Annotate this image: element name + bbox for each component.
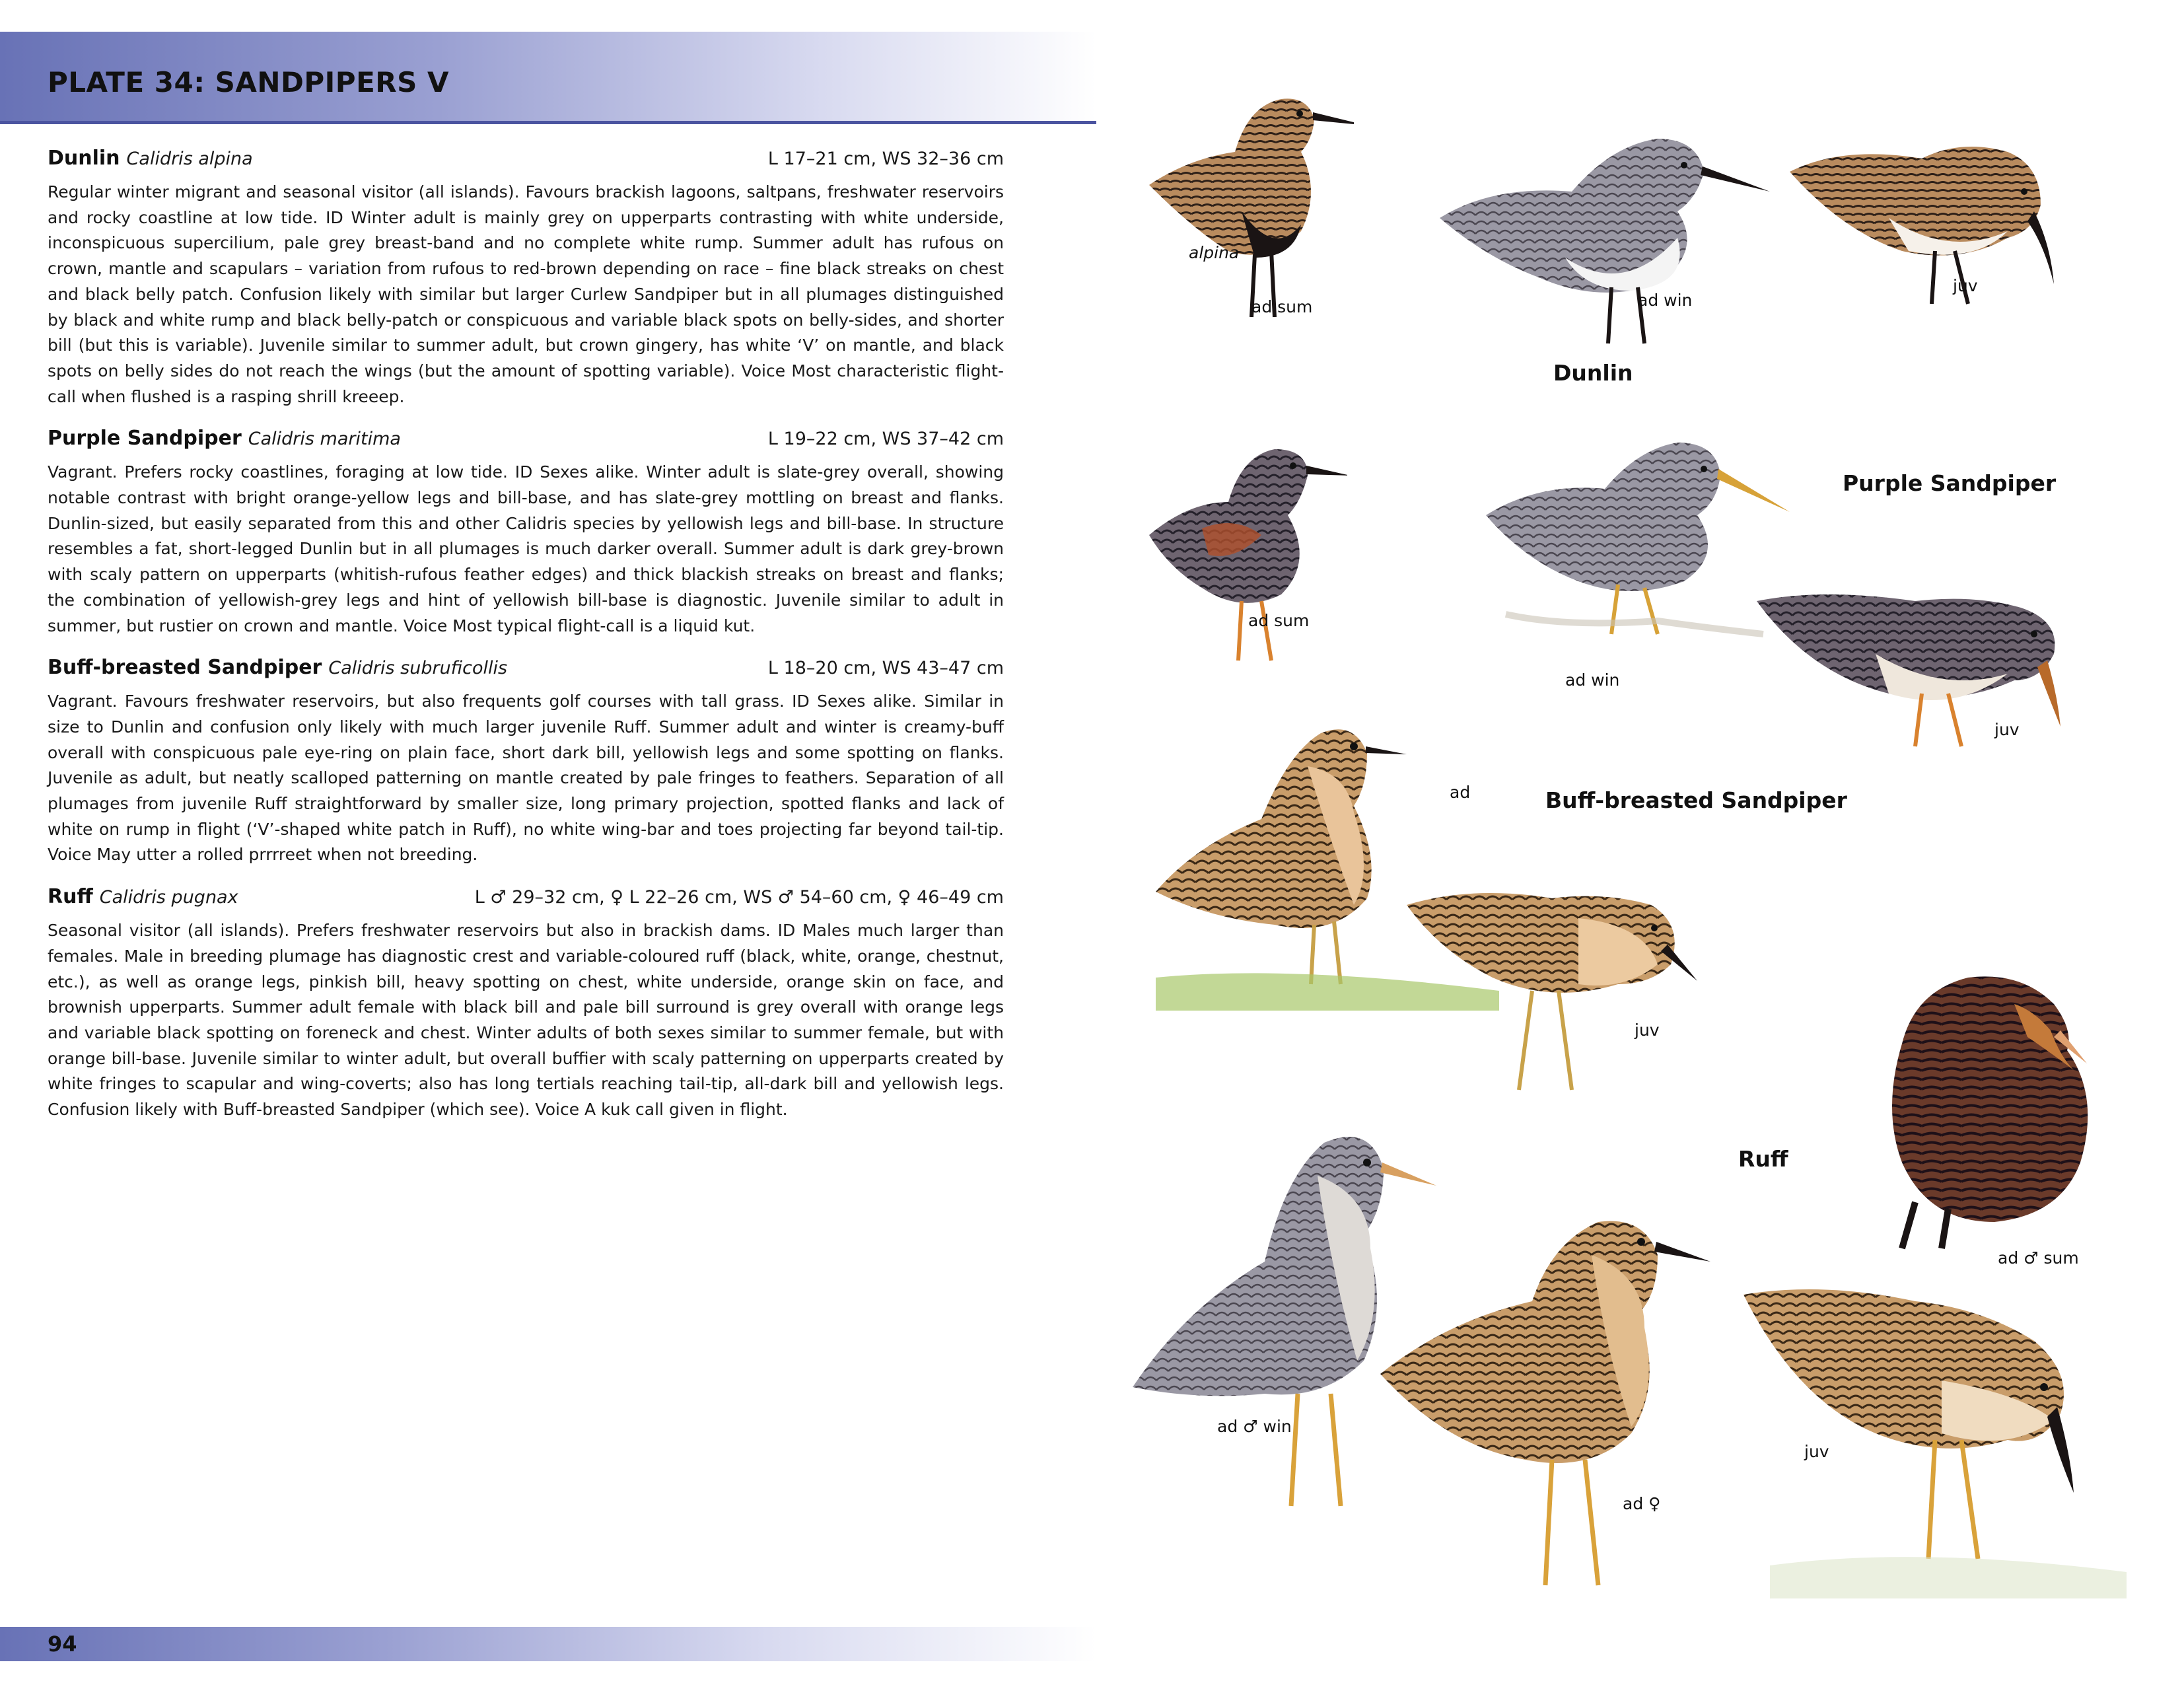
purple-sandpiper-ad-win-illustration <box>1486 429 1796 647</box>
plate-illustrations <box>1096 0 2184 1685</box>
page-number: 94 <box>48 1631 77 1657</box>
dunlin-ad-win-illustration <box>1440 125 1810 350</box>
measurements: L ♂ 29–32 cm, ♀ L 22–26 cm, WS ♂ 54–60 cm, ♀ 46–49 cm <box>474 887 1004 908</box>
purple-sandpiper-juv-illustration <box>1757 581 2127 753</box>
buff-breasted-juv-illustration <box>1407 865 1737 1103</box>
dunlin-ad-sum-label: ad sum <box>1251 297 1313 316</box>
species-text <box>48 147 1004 1140</box>
scientific-name: Calidris maritima <box>248 429 401 450</box>
purple-sandpiper-ad-win-label: ad win <box>1565 670 1620 690</box>
common-name: Purple Sandpiper <box>48 427 242 450</box>
measurements: L 17–21 cm, WS 32–36 cm <box>767 149 1004 169</box>
entry-dunlin <box>48 147 1004 410</box>
common-name: Ruff <box>48 885 93 909</box>
dunlin-ad-sum-illustration <box>1149 59 1354 324</box>
buff-breasted-ad-label: ad <box>1450 783 1471 802</box>
entry-purple-sandpiper <box>48 427 1004 639</box>
measurements: L 18–20 cm, WS 43–47 cm <box>767 658 1004 679</box>
measurements: L 19–22 cm, WS 37–42 cm <box>767 429 1004 450</box>
scientific-name: Calidris alpina <box>126 149 253 169</box>
dunlin-race-label: alpina <box>1189 243 1240 262</box>
ruff-ad-m-sum-label: ad ♂ sum <box>1998 1248 2079 1268</box>
species-description: Vagrant. Prefers rocky coastlines, foraging at low tide. ID Sexes alike. Winter adult is slate-grey overall, showing notable contrast with bright orange-yellow legs and bill-base, and has slate-grey mottling on breast and flanks. Dunlin-sized, but easily separated from this and other Calidris species by yellowish legs and bill-base. In structure resembles a fat, short-legged Dunlin but in all plumages is much darker overall. Summer adult is dark grey-brown with scaly pattern on upperparts (whitish-rufous feather edges) and thick blackish streaks on breast and flanks; the combination of yellowish-grey legs and hint of yellowish bill-base is diagnostic. Juvenile similar to adult in summer, but rustier on crown and mantle. Voice Most typical flight-call is a liquid kut. <box>48 462 1004 635</box>
dunlin-ad-win-label: ad win <box>1638 291 1693 310</box>
common-name: Dunlin <box>48 147 120 170</box>
dunlin-juv-illustration <box>1790 132 2094 310</box>
ruff-ad-m-win-label: ad ♂ win <box>1217 1417 1292 1436</box>
species-label-dunlin: Dunlin <box>1553 360 1633 386</box>
species-description: Seasonal visitor (all islands). Prefers freshwater reservoirs but also in brackish dams. ID Males much larger than females. Male in breeding plumage has diagnostic crest and variable-coloured ruff (black, white, orange, chestnut, etc.), as well as orange legs, pinkish bill, heavy spotting on chest, white underside, orange skin on face, and brownish upperparts. Summer adult female with black bill and pale bill surround is grey overall with orange legs and variable black spotting on foreneck and chest. Winter adults of both sexes similar to summer female, but with orange bill-base. Juvenile similar to winter adult, but overall buffier with scaly patterning on upperparts created by white fringes to scapular and wing-coverts; also has long tertials reaching tail-tip, all-dark bill and yellowish legs. Confusion likely with Buff-breasted Sandpiper (which see). Voice A kuk call given in flight. <box>48 921 1004 1120</box>
ruff-ad-f-illustration <box>1380 1202 1770 1598</box>
ruff-ad-f-label: ad ♀ <box>1623 1494 1661 1513</box>
ruff-ad-m-sum-illustration <box>1862 964 2127 1255</box>
purple-sandpiper-juv-label: juv <box>1994 720 2020 739</box>
entry-ruff <box>48 885 1004 1123</box>
buff-breasted-juv-label: juv <box>1635 1021 1660 1040</box>
scientific-name: Calidris pugnax <box>99 887 238 908</box>
scientific-name: Calidris subruficollis <box>328 658 508 679</box>
entry-buff-breasted-sandpiper <box>48 656 1004 868</box>
dunlin-juv-label: juv <box>1953 276 1978 295</box>
species-label-ruff: Ruff <box>1738 1146 1788 1172</box>
species-label-purple-sandpiper: Purple Sandpiper <box>1843 470 2057 496</box>
species-label-buff-breasted-sandpiper: Buff-breasted Sandpiper <box>1545 787 1847 813</box>
footer-band <box>0 1627 1096 1661</box>
ruff-juv-label: juv <box>1804 1442 1829 1461</box>
ruff-juv-illustration <box>1744 1281 2127 1598</box>
species-description: Vagrant. Favours freshwater reservoirs, but also frequents golf courses with tall grass. ID Sexes alike. Similar in size to Dunlin and confusion only likely with much larger juvenile Ruff. Summer adult and winter is creamy-buff overall with conspicuous pale eye-ring on plain face, short dark bill, yellowish legs and some spotting on flanks. Juvenile as adult, but neatly scalloped patterning on mantle created by pale fringes to feathers. Separation of all plumages from juvenile Ruff straightforward by smaller size, long primary projection, spotted flanks and lack of white on rump in flight (‘V’-shaped white patch in Ruff), no white wing-bar and toes projecting far beyond tail-tip. Voice May utter a rolled prrrreet when not breeding. <box>48 692 1004 865</box>
plate-title: PLATE 34: SANDPIPERS V <box>48 66 449 98</box>
common-name: Buff-breasted Sandpiper <box>48 656 322 680</box>
purple-sandpiper-ad-sum-label: ad sum <box>1248 611 1310 630</box>
species-description: Regular winter migrant and seasonal visitor (all islands). Favours brackish lagoons, saltpans, freshwater reservoirs and rocky coastline at low tide. ID Winter adult is mainly grey on upperparts contrasting with white underside, inconspicuous supercilium, pale grey breast-band and no complete white rump. Summer adult has rufous on crown, mantle and scapulars – variation from rufous to red-brown depending on race – fine black streaks on chest and black belly patch. Confusion likely with similar but larger Curlew Sandpiper but in all plumages distinguished by black and white rump and black belly-patch or conspicuous and variable black spots on belly-sides, and shorter bill (but this is variable). Juvenile similar to summer adult, but crown gingery, has white ‘V’ on mantle, and black spots on belly sides do not reach the wings (but the amount of spotting variable). Voice Most characteristic flight-call when flushed is a rasping shrill kreeep. <box>48 182 1004 406</box>
